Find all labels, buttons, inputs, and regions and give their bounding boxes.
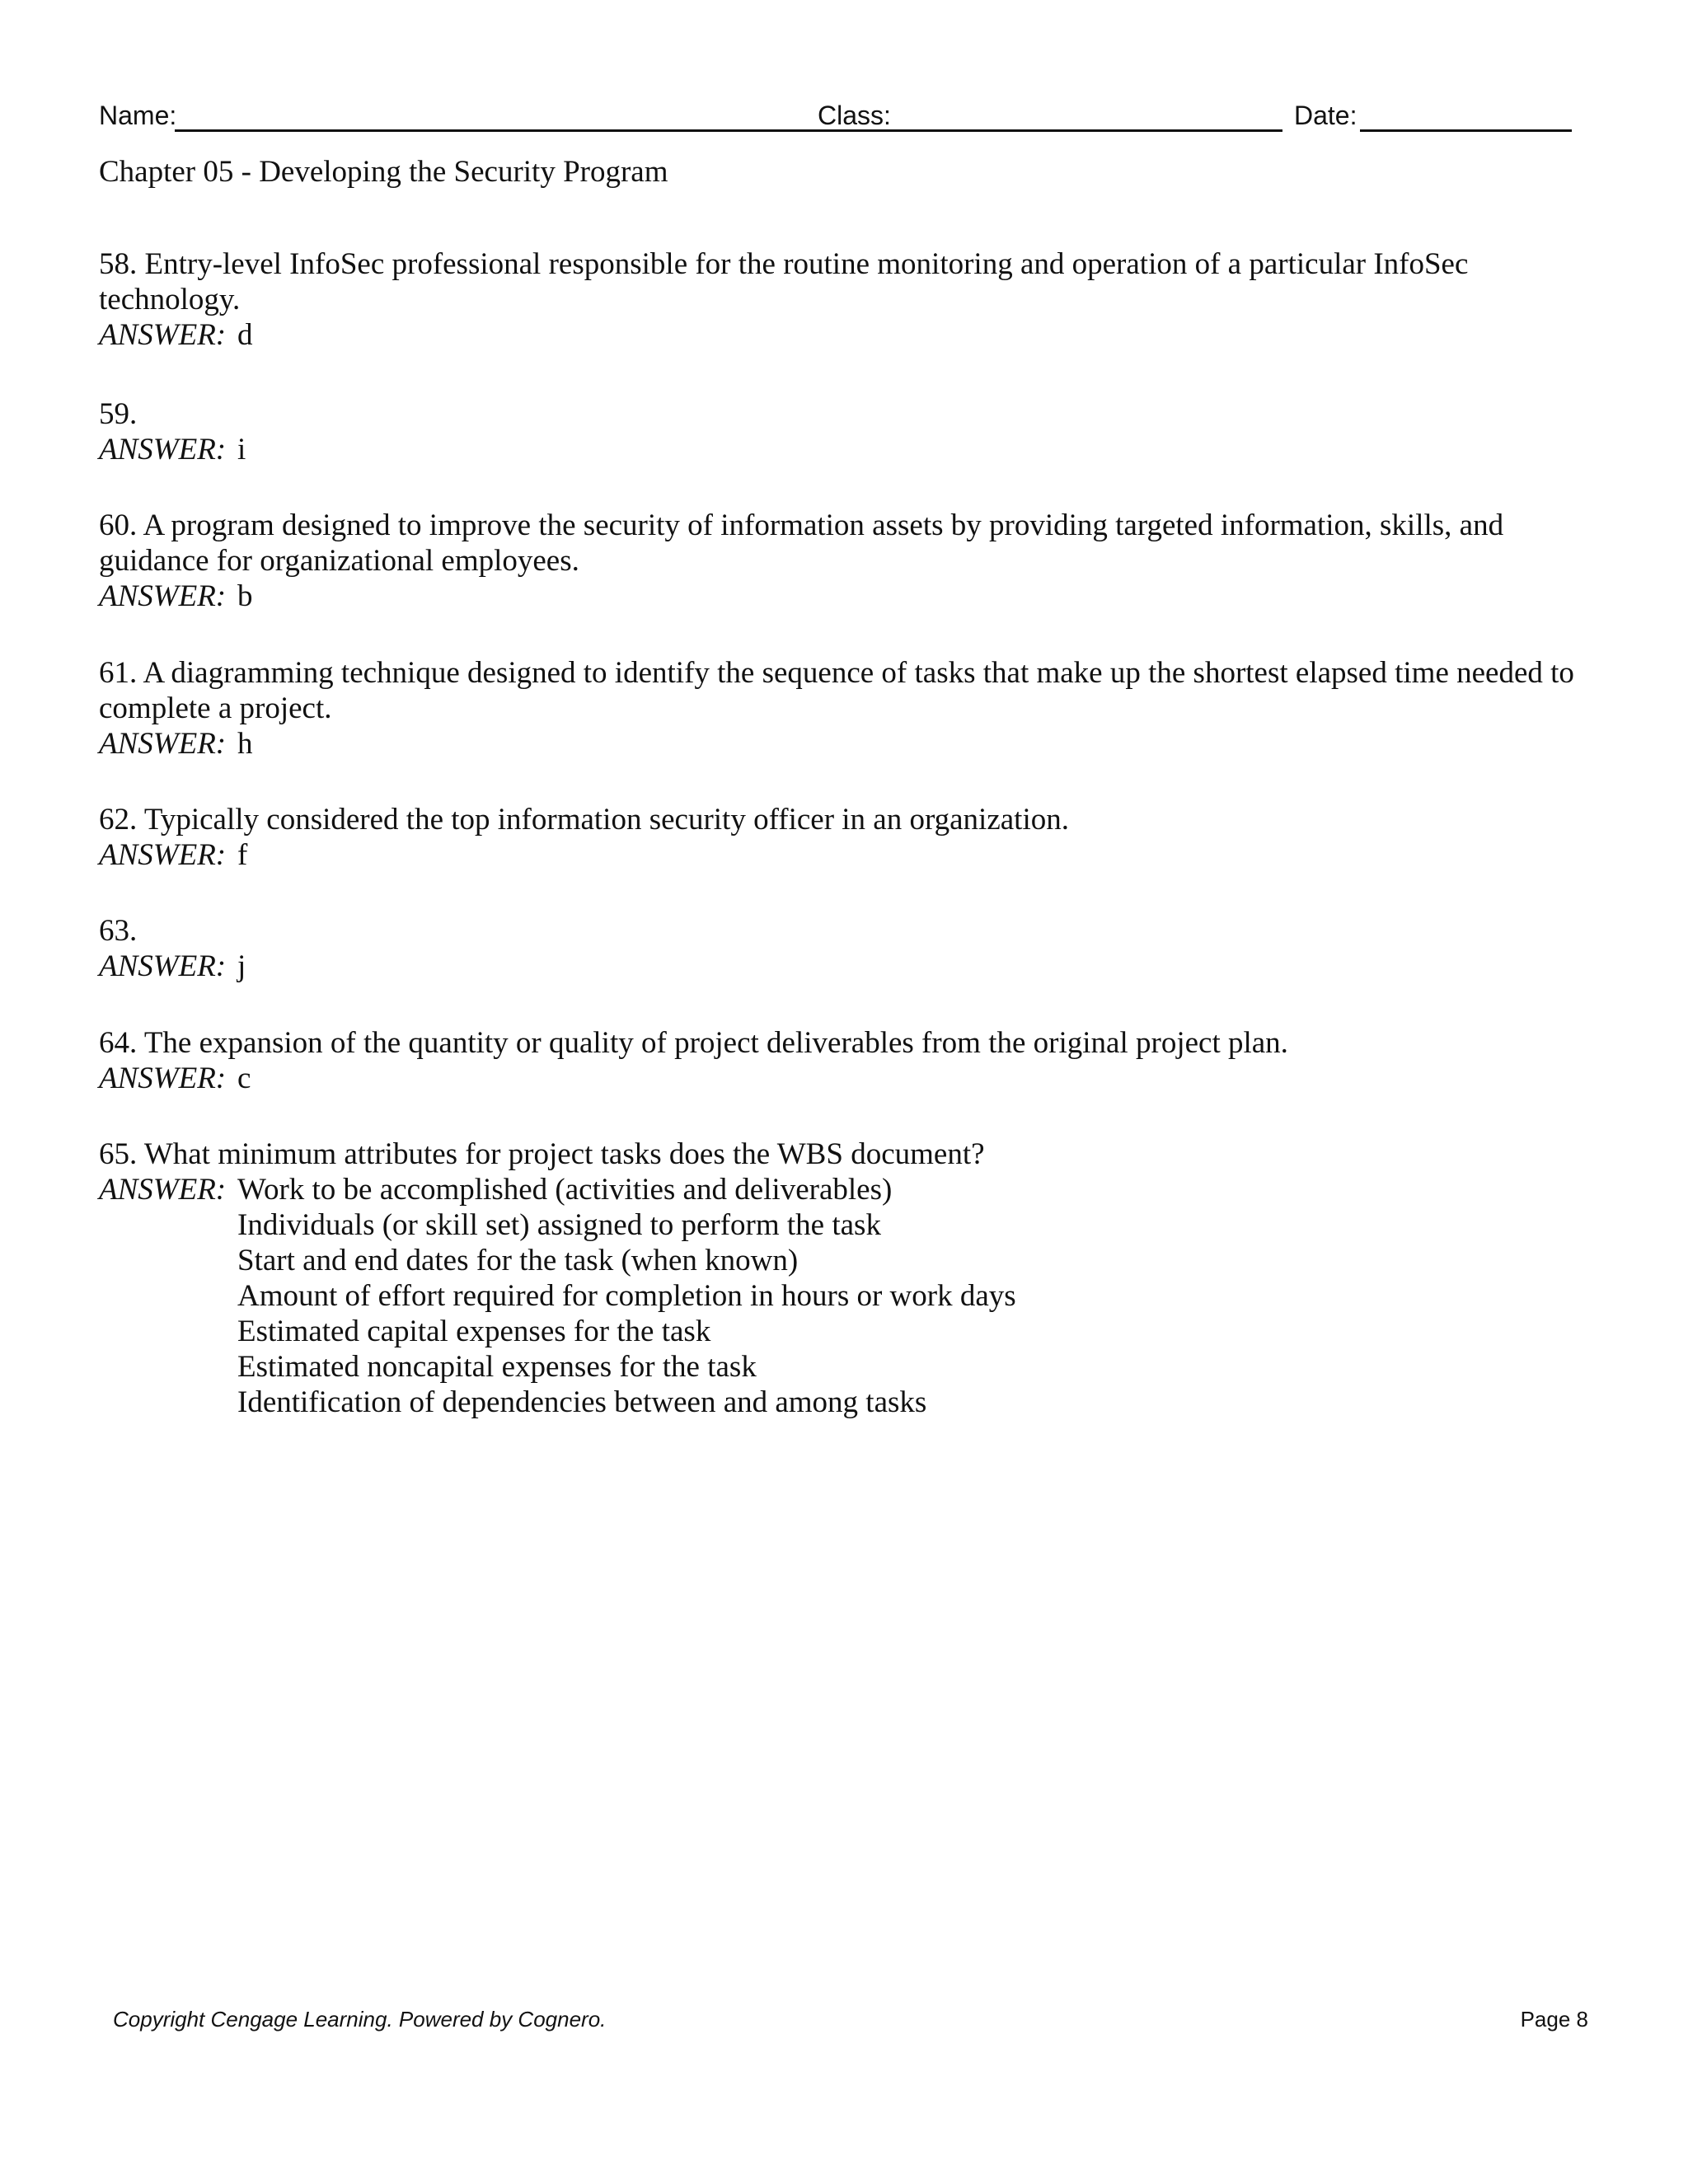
answer-value: h — [237, 727, 253, 761]
date-label: Date: — [1294, 101, 1357, 130]
answer-row — [99, 726, 1582, 762]
answer-label: ANSWER: — [99, 727, 227, 761]
question-text: 58. Entry-level InfoSec professional responsible for the routine monitoring and operation of a particular InfoSec technology. — [99, 247, 1469, 316]
question-58 — [99, 246, 1582, 353]
answer-row — [99, 432, 1582, 467]
name-line — [175, 129, 908, 132]
question-text: 60. A program designed to improve the security of information assets by providing targeted information, skills, and guidance for organizational employees. — [99, 509, 1504, 578]
question-63 — [99, 913, 1582, 984]
answer-label: ANSWER: — [99, 318, 227, 352]
question-59 — [99, 396, 1582, 467]
answer-row — [99, 949, 1582, 984]
answer-label: ANSWER: — [99, 1173, 227, 1207]
question-text: 65. What minimum attributes for project tasks does the WBS document? — [99, 1137, 985, 1171]
answer-label: ANSWER: — [99, 1062, 227, 1095]
question-text: 61. A diagramming technique designed to identify the sequence of tasks that make up the shortest elapsed time needed to complete a project. — [99, 656, 1574, 725]
answer-line: Estimated noncapital expenses for the task — [237, 1350, 757, 1384]
question-64 — [99, 1025, 1582, 1096]
class-line — [892, 129, 1282, 132]
answer-row — [99, 1172, 1582, 1207]
name-label: Name: — [99, 101, 177, 130]
question-60 — [99, 508, 1582, 614]
question-text: 62. Typically considered the top information security officer in an organization. — [99, 803, 1069, 837]
date-line — [1360, 129, 1572, 132]
answer-line: Amount of effort required for completion in hours or work days — [237, 1279, 1016, 1313]
answer-row — [99, 317, 1582, 353]
chapter-title: Chapter 05 - Developing the Security Program — [99, 155, 668, 189]
answer-value: f — [237, 838, 248, 872]
answer-value: d — [237, 318, 253, 352]
question-61 — [99, 655, 1582, 762]
header-fields — [99, 96, 1573, 134]
question-text: 64. The expansion of the quantity or quality of project deliverables from the original project plan. — [99, 1026, 1288, 1060]
answer-line: Identification of dependencies between and among tasks — [237, 1385, 927, 1419]
class-label: Class: — [818, 101, 891, 130]
answer-line: Estimated capital expenses for the task — [237, 1315, 711, 1348]
question-62 — [99, 802, 1582, 873]
answer-label: ANSWER: — [99, 579, 227, 613]
question-65 — [99, 1137, 1582, 1420]
copyright-text: Copyright Cengage Learning. Powered by Cognero. — [113, 2007, 607, 2032]
page-number: Page 8 — [1520, 2007, 1588, 2032]
answer-label: ANSWER: — [99, 838, 227, 872]
answer-row — [99, 579, 1582, 614]
answer-line: Start and end dates for the task (when known) — [237, 1244, 799, 1277]
answer-value: j — [237, 949, 246, 983]
question-text: 63. — [99, 914, 138, 948]
answer-line: Individuals (or skill set) assigned to perform the task — [237, 1208, 881, 1242]
answer-value: c — [237, 1062, 251, 1095]
answer-value: i — [237, 433, 246, 466]
answer-row — [99, 1061, 1582, 1096]
answer-label: ANSWER: — [99, 949, 227, 983]
question-text: 59. — [99, 397, 138, 431]
answer-line: Work to be accomplished (activities and deliverables) — [237, 1173, 893, 1207]
answer-row — [99, 837, 1582, 873]
answer-label: ANSWER: — [99, 433, 227, 466]
answer-value: b — [237, 579, 253, 613]
